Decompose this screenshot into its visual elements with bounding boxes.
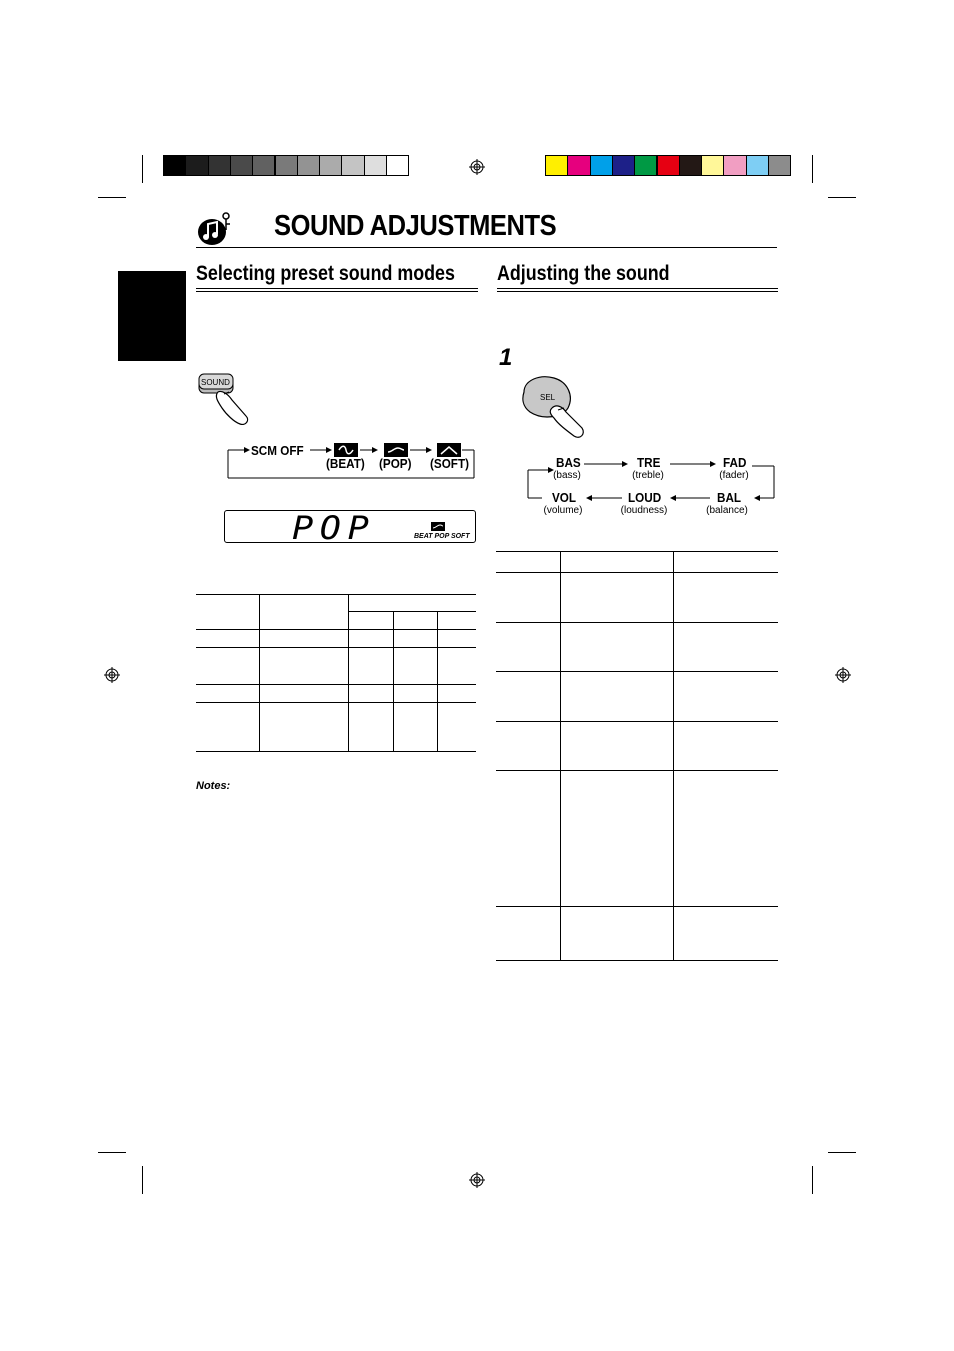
- step-number: 1: [499, 344, 513, 371]
- crop-mark: [98, 197, 126, 198]
- crop-mark: [142, 1166, 143, 1194]
- cycle-vol-sub: (volume): [543, 505, 583, 516]
- registration-mark-icon: [835, 667, 851, 683]
- table-rule: [348, 594, 349, 751]
- page-title: SOUND ADJUSTMENTS: [274, 210, 557, 242]
- crop-mark: [828, 197, 856, 198]
- table-rule: [196, 594, 476, 595]
- crop-mark: [98, 1152, 126, 1153]
- section-heading-presets: Selecting preset sound modes: [196, 262, 455, 285]
- color-swatch: [701, 155, 724, 176]
- table-rule: [196, 751, 476, 752]
- registration-mark-icon: [469, 1172, 485, 1188]
- cycle-bas: BAS: [556, 455, 581, 470]
- color-swatch: [723, 155, 746, 176]
- title-rule: [196, 247, 777, 248]
- table-rule: [437, 611, 438, 751]
- color-swatch: [590, 155, 613, 176]
- table-rule: [348, 611, 476, 612]
- color-swatch: [612, 155, 635, 176]
- color-swatch: [297, 155, 320, 176]
- color-swatch: [319, 155, 342, 176]
- sel-button-label: SEL: [540, 393, 556, 402]
- color-swatch: [545, 155, 568, 176]
- lcd-main-text: POP: [292, 509, 376, 547]
- flow-beat: (BEAT): [326, 456, 365, 471]
- table-rule: [496, 671, 778, 672]
- cycle-tre-sub: (treble): [632, 470, 664, 481]
- flow-scm-off: SCM OFF: [251, 443, 304, 458]
- sound-button-label: SOUND: [201, 378, 230, 387]
- table-rule: [673, 551, 674, 960]
- crop-mark: [142, 155, 143, 183]
- heading-rule: [196, 291, 478, 292]
- heading-rule: [497, 291, 778, 292]
- section-heading-adjust: Adjusting the sound: [497, 262, 670, 285]
- table-rule: [259, 594, 260, 751]
- table-rule: [496, 770, 778, 771]
- crop-mark: [812, 1166, 813, 1194]
- color-swatch: [252, 155, 275, 176]
- table-rule: [496, 721, 778, 722]
- cycle-loud-sub: (loudness): [620, 505, 668, 516]
- cycle-tre: TRE: [637, 455, 661, 470]
- cycle-fad-sub: (fader): [719, 470, 749, 481]
- pop-indicator-icon: [431, 522, 445, 531]
- pop-mode-icon: [384, 443, 408, 457]
- beat-mode-icon: [334, 443, 358, 457]
- table-rule: [560, 551, 561, 960]
- table-rule: [496, 960, 778, 961]
- color-swatch: [746, 155, 769, 176]
- color-swatch: [768, 155, 791, 176]
- color-swatch: [185, 155, 208, 176]
- color-swatch: [679, 155, 702, 176]
- flow-soft: (SOFT): [430, 456, 469, 471]
- sel-button[interactable]: [516, 374, 592, 440]
- cycle-bal: BAL: [717, 490, 742, 505]
- soft-mode-icon: [437, 443, 461, 457]
- cycle-bas-sub: (bass): [553, 470, 581, 481]
- cycle-bal-sub: (balance): [706, 505, 748, 516]
- lcd-mode-indicator: BEAT POP SOFT: [414, 533, 470, 540]
- table-rule: [196, 684, 476, 685]
- color-swatch: [163, 155, 186, 176]
- flow-pop: (POP): [379, 456, 412, 471]
- cycle-loud: LOUD: [628, 490, 662, 505]
- cycle-fad: FAD: [723, 455, 747, 470]
- color-swatch: [634, 155, 657, 176]
- table-rule: [196, 647, 476, 648]
- language-tab: [118, 271, 186, 361]
- color-swatch: [567, 155, 590, 176]
- color-swatch: [364, 155, 387, 176]
- notes-label: Notes:: [196, 780, 231, 792]
- color-swatch: [386, 155, 409, 176]
- table-rule: [496, 551, 778, 552]
- color-swatch: [208, 155, 231, 176]
- table-rule: [196, 702, 476, 703]
- table-rule: [496, 906, 778, 907]
- table-rule: [196, 629, 476, 630]
- color-swatch: [230, 155, 253, 176]
- cycle-vol: VOL: [552, 490, 577, 505]
- table-rule: [496, 622, 778, 623]
- table-rule: [496, 572, 778, 573]
- color-swatch: [341, 155, 364, 176]
- heading-rule: [497, 288, 778, 289]
- registration-mark-icon: [469, 159, 485, 175]
- heading-rule: [196, 288, 478, 289]
- crop-mark: [828, 1152, 856, 1153]
- color-swatch: [657, 155, 680, 176]
- crop-mark: [812, 155, 813, 183]
- registration-mark-icon: [104, 667, 120, 683]
- table-rule: [393, 611, 394, 751]
- music-note-icon: [196, 210, 234, 246]
- color-swatch: [275, 155, 298, 176]
